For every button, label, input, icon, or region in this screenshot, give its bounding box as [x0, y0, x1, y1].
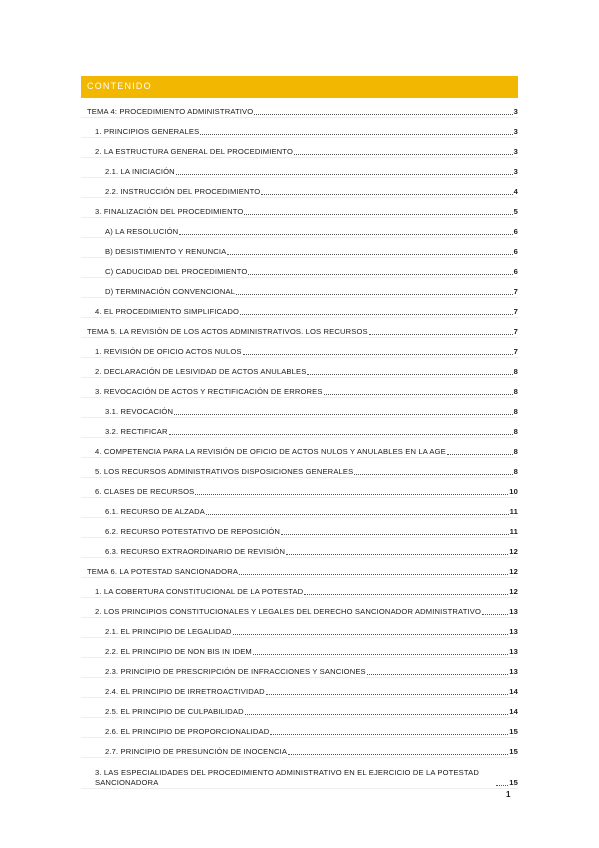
toc-entry-text: 2.1. LA INICIACIÓN — [105, 167, 175, 176]
toc-entry[interactable] — [81, 164, 518, 178]
toc-entry[interactable] — [81, 364, 518, 378]
toc-leader-dots — [240, 314, 513, 315]
toc-leader-dots — [239, 574, 508, 575]
toc-leader-dots — [179, 234, 512, 235]
toc-page-number: 8 — [513, 407, 518, 416]
toc-page-number: 13 — [509, 667, 518, 676]
toc-entry[interactable] — [81, 484, 518, 498]
toc-entry-text: 2.7. PRINCIPIO DE PRESUNCIÓN DE INOCENCIA — [105, 747, 288, 756]
toc-page-number: 13 — [509, 627, 518, 636]
toc-entry[interactable] — [81, 124, 518, 138]
toc-page-number: 8 — [513, 427, 518, 436]
toc-leader-dots — [174, 414, 513, 415]
toc-leader-dots — [227, 254, 512, 255]
toc-entry[interactable] — [81, 344, 518, 358]
toc-page-number: 15 — [509, 727, 518, 736]
toc-entry[interactable] — [81, 604, 518, 618]
toc-page-number: 15 — [509, 747, 518, 756]
toc-entry[interactable] — [81, 104, 518, 118]
toc-entry[interactable] — [81, 764, 518, 789]
toc-leader-dots — [248, 274, 512, 275]
toc-entry-text: 3. FINALIZACIÓN DEL PROCEDIMIENTO — [95, 207, 244, 216]
toc-entry[interactable] — [81, 704, 518, 718]
toc-page-number: 15 — [509, 778, 518, 787]
toc-leader-dots — [281, 534, 509, 535]
toc-entry-text: 2.2. EL PRINCIPIO DE NON BIS IN IDEM — [105, 647, 252, 656]
toc-entry[interactable] — [81, 404, 518, 418]
table-of-contents — [81, 101, 518, 789]
toc-entry[interactable] — [81, 204, 518, 218]
toc-page-number: 3 — [513, 107, 518, 116]
toc-entry-text: 2.5. EL PRINCIPIO DE CULPABILIDAD — [105, 707, 244, 716]
toc-entry[interactable] — [81, 464, 518, 478]
toc-leader-dots — [324, 394, 513, 395]
toc-entry[interactable] — [81, 624, 518, 638]
toc-leader-dots — [270, 734, 508, 735]
toc-page-number: 12 — [509, 547, 518, 556]
toc-entry[interactable] — [81, 664, 518, 678]
toc-page-number: 5 — [513, 207, 518, 216]
toc-entry-text: 3. LAS ESPECIALIDADES DEL PROCEDIMIENTO ADMINISTRATIVO EN EL EJERCICIO DE LA POTESTAD SANCIONADORA — [95, 768, 479, 787]
toc-entry[interactable] — [81, 584, 518, 598]
toc-entry-text: B) DESISTIMIENTO Y RENUNCIA — [105, 247, 227, 256]
toc-leader-dots — [206, 514, 509, 515]
contents-title: CONTENIDO — [87, 81, 152, 91]
toc-page-number: 11 — [509, 507, 518, 516]
toc-leader-dots — [176, 174, 513, 175]
toc-page-number: 8 — [513, 447, 518, 456]
toc-entry[interactable] — [81, 184, 518, 198]
toc-page-number: 8 — [513, 467, 518, 476]
toc-entry-text: 3. REVOCACIÓN DE ACTOS Y RECTIFICACIÓN DE ERRORES — [95, 387, 323, 396]
toc-leader-dots — [233, 634, 509, 635]
toc-leader-dots — [307, 374, 512, 375]
toc-leader-dots — [195, 494, 508, 495]
toc-entry-text: 2.6. EL PRINCIPIO DE PROPORCIONALIDAD — [105, 727, 270, 736]
toc-entry-text: 6.3. RECURSO EXTRAORDINARIO DE REVISIÓN — [105, 547, 286, 556]
toc-entry[interactable] — [81, 724, 518, 738]
toc-page-number: 13 — [509, 607, 518, 616]
toc-entry-text: 5. LOS RECURSOS ADMINISTRATIVOS DISPOSICIONES GENERALES — [95, 467, 354, 476]
toc-entry[interactable] — [81, 224, 518, 238]
toc-page-number: 14 — [509, 687, 518, 696]
toc-entry[interactable] — [81, 424, 518, 438]
toc-leader-dots — [244, 214, 512, 215]
toc-entry-text: 2. LOS PRINCIPIOS CONSTITUCIONALES Y LEGALES DEL DERECHO SANCIONADOR ADMINISTRATIVO — [95, 607, 482, 616]
toc-entry[interactable] — [81, 444, 518, 458]
toc-entry-text: 3.2. RECTIFICAR — [105, 427, 168, 436]
toc-page-number: 8 — [513, 367, 518, 376]
toc-entry[interactable] — [81, 644, 518, 658]
toc-entry-text: 3.1. REVOCACIÓN — [105, 407, 174, 416]
toc-page-number: 3 — [513, 127, 518, 136]
toc-entry-text: 2.3. PRINCIPIO DE PRESCRIPCIÓN DE INFRACCIONES Y SANCIONES — [105, 667, 366, 676]
toc-entry-text: 2. LA ESTRUCTURA GENERAL DEL PROCEDIMIENTO — [95, 147, 294, 156]
toc-leader-dots — [266, 694, 509, 695]
toc-entry[interactable] — [81, 684, 518, 698]
toc-entry-text: 1. REVISIÓN DE OFICIO ACTOS NULOS — [95, 347, 242, 356]
toc-page-number: 6 — [513, 247, 518, 256]
toc-page-number: 7 — [513, 327, 518, 336]
toc-entry-text: TEMA 6. LA POTESTAD SANCIONADORA — [87, 567, 239, 576]
toc-entry[interactable] — [81, 324, 518, 338]
toc-entry-text: 6. CLASES DE RECURSOS — [95, 487, 195, 496]
toc-leader-dots — [200, 134, 512, 135]
toc-leader-dots — [482, 614, 508, 615]
toc-leader-dots — [304, 594, 508, 595]
toc-leader-dots — [496, 785, 508, 786]
toc-entry-text: D) TERMINACIÓN CONVENCIONAL — [105, 287, 236, 296]
toc-entry[interactable] — [81, 744, 518, 758]
toc-leader-dots — [447, 454, 513, 455]
toc-leader-dots — [169, 434, 513, 435]
toc-leader-dots — [261, 194, 512, 195]
toc-leader-dots — [354, 474, 512, 475]
toc-page-number: 4 — [513, 187, 518, 196]
toc-page-number: 12 — [509, 587, 518, 596]
toc-entry[interactable] — [81, 524, 518, 538]
toc-entry-text: 2.2. INSTRUCCIÓN DEL PROCEDIMIENTO — [105, 187, 261, 196]
contents-header-bar — [81, 76, 518, 98]
toc-page-number: 13 — [509, 647, 518, 656]
toc-leader-dots — [294, 154, 513, 155]
toc-entry-text: 2.4. EL PRINCIPIO DE IRRETROACTIVIDAD — [105, 687, 265, 696]
toc-entry-text: 2. DECLARACIÓN DE LESIVIDAD DE ACTOS ANULABLES — [95, 367, 307, 376]
toc-entry[interactable] — [81, 284, 518, 298]
toc-entry-text: 4. COMPETENCIA PARA LA REVISIÓN DE OFICIO DE ACTOS NULOS Y ANULABLES EN LA AGE — [95, 447, 446, 456]
toc-page-number: 12 — [509, 567, 518, 576]
toc-leader-dots — [286, 554, 508, 555]
toc-leader-dots — [367, 674, 508, 675]
page-number: 1 — [506, 790, 511, 799]
toc-page-number: 14 — [509, 707, 518, 716]
toc-entry[interactable] — [81, 544, 518, 558]
toc-page-number: 3 — [513, 147, 518, 156]
toc-entry-text: 2.1. EL PRINCIPIO DE LEGALIDAD — [105, 627, 232, 636]
toc-entry-text: 1. LA COBERTURA CONSTITUCIONAL DE LA POTESTAD — [95, 587, 304, 596]
toc-page-number: 8 — [513, 387, 518, 396]
toc-page-number: 11 — [509, 527, 518, 536]
toc-entry[interactable] — [81, 264, 518, 278]
toc-page-number: 7 — [513, 347, 518, 356]
toc-entry-text: TEMA 4: PROCEDIMIENTO ADMINISTRATIVO — [87, 107, 254, 116]
toc-entry[interactable] — [81, 304, 518, 318]
toc-entry-text: 6.2. RECURSO POTESTATIVO DE REPOSICIÓN — [105, 527, 281, 536]
toc-page-number: 6 — [513, 227, 518, 236]
toc-entry-text: C) CADUCIDAD DEL PROCEDIMIENTO — [105, 267, 248, 276]
toc-leader-dots — [236, 294, 513, 295]
toc-entry-text: A) LA RESOLUCIÓN — [105, 227, 179, 236]
toc-entry[interactable] — [81, 504, 518, 518]
toc-page-number: 6 — [513, 267, 518, 276]
toc-leader-dots — [245, 714, 509, 715]
toc-leader-dots — [369, 334, 513, 335]
toc-entry[interactable] — [81, 244, 518, 258]
toc-page-number: 10 — [509, 487, 518, 496]
toc-leader-dots — [243, 354, 513, 355]
toc-entry[interactable] — [81, 384, 518, 398]
toc-entry-text: 1. PRINCIPIOS GENERALES — [95, 127, 200, 136]
toc-leader-dots — [254, 114, 512, 115]
toc-entry-text: TEMA 5. LA REVISIÓN DE LOS ACTOS ADMINISTRATIVOS. LOS RECURSOS — [87, 327, 368, 336]
toc-leader-dots — [253, 654, 508, 655]
toc-page-number: 7 — [513, 307, 518, 316]
toc-leader-dots — [288, 754, 508, 755]
toc-page-number: 3 — [513, 167, 518, 176]
toc-entry-text: 4. EL PROCEDIMIENTO SIMPLIFICADO — [95, 307, 240, 316]
toc-page-number: 7 — [513, 287, 518, 296]
toc-entry-text: 6.1. RECURSO DE ALZADA — [105, 507, 205, 516]
toc-entry[interactable] — [81, 144, 518, 158]
toc-entry[interactable] — [81, 564, 518, 578]
